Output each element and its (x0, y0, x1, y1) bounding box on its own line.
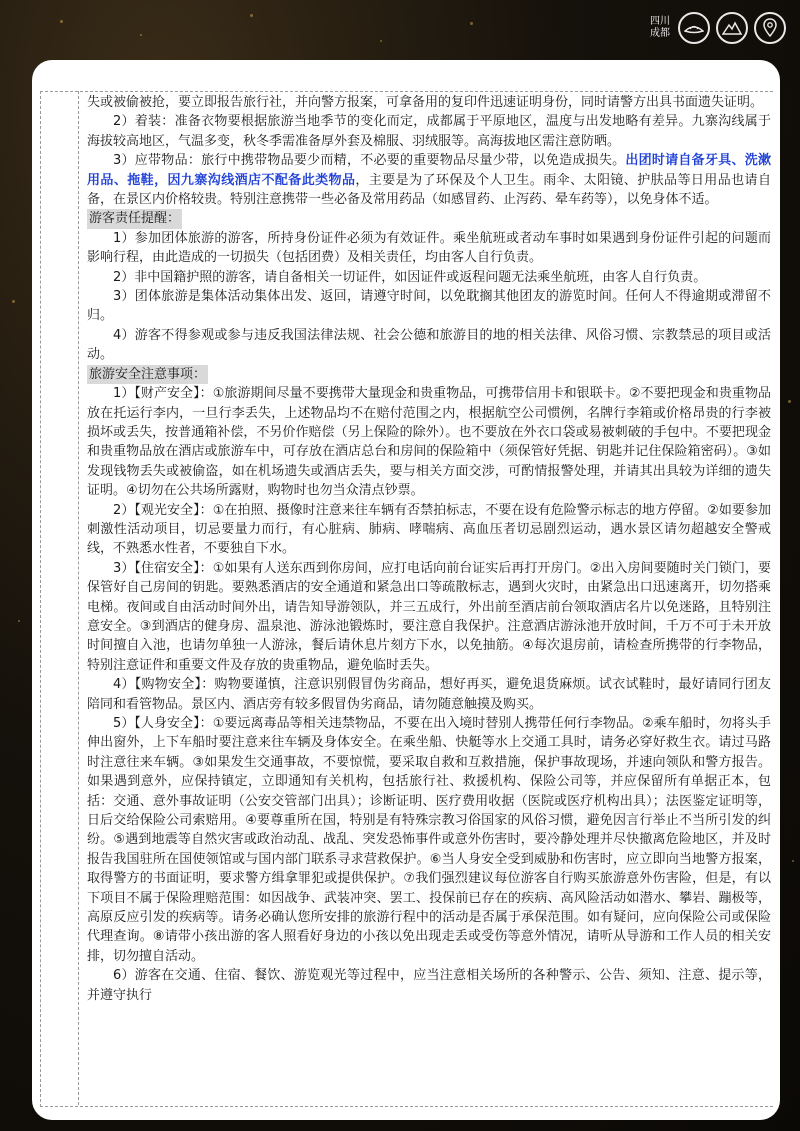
paragraph-lost-documents: 失或被偷被抢，要立即报告旅行社，并向警方报案，可拿备用的复印件迅速证明身份，同时请警方出具书面遗失证明。 (87, 95, 764, 110)
gold-speck (140, 34, 142, 36)
paragraph-clothing: 2）着装：准备衣物要根据旅游当地季节的变化而定，成都属于平原地区，温度与出发地略有差异。九寨沟线属于海拔较高地区，气温多变，秋冬季需准备厚外套及棉服、羽绒服等。高海拔地区需注意防晒。 (87, 114, 771, 149)
gold-speck (792, 860, 794, 862)
safety-item-sightseeing: 2）【观光安全】：①在拍照、摄像时注意来往车辆有否禁拍标志，不要在设有危险警示标志的地方停留。②如要参加刺激性活动项目，切忌要量力而行，有心脏病、肺病、哮喘病、高血压者切忌剧烈运动，遇水景区请勿超越安全警戒线，不熟悉水性者，不要独自下水。 (87, 502, 771, 557)
gold-speck (788, 400, 791, 403)
section-heading-safety (87, 365, 771, 384)
brand-line1: 四川 (650, 16, 670, 27)
responsibility-item-1: 1）参加团体旅游的游客，所持身份证件必须为有效证件。乘坐航班或者动车事时如果遇到身份证件引起的问题而影响行程，由此造成的一切损失（包括团费）及相关责任，均由客人自行负责。 (87, 230, 771, 266)
section-heading-responsibility (87, 209, 771, 228)
items-text-before: 3）应带物品：旅行中携带物品要少而精，不必要的重要物品尽量少带，以免造成损失。 (113, 153, 626, 169)
gold-speck (60, 20, 63, 23)
safety-item-personal: 5）【人身安全】：①要远离毒品等相关违禁物品，不要在出入境时替别人携带任何行李物品。②乘车船时，勿将头手伸出窗外，上下车船时要注意来往车辆及身体安全。在乘坐船、快艇等水上交通工具时，请务必穿好救生衣。请过马路时注意往来车辆。③如果发生交通事故，不要惊慌，要采取自救和互救措施，保护事故现场，并速向领队和警方报告。如果遇到意外，应保持镇定，立即通知有关机构，包括旅行社、救援机构、保险公司等，并应保留所有单据正本，包括：交通、意外事故证明（公安交管部门出具）；诊断证明、医疗费用收据（医院或医疗机构出具）；法医鉴定证明等，日后交给保险公司索赔用。④要尊重所在国，特别是有特殊宗教习俗国家的风俗习惯，避免因言行举止不当所引发的纠纷。⑤遇到地震等自然灾害或政治动乱、战乱、突发恐怖事件或意外伤害时，要冷静处理并尽快撤离危险地区，并及时报告我国驻所在国使领馆或与国内部门联系寻求营救保护。⑥当人身安全受到威胁和伤害时，应立即向当地警方报案，取得警方的书面证明，要求警方缉拿罪犯或提供保护。⑦我们强烈建议每位游客自行购买旅游意外伤害险，但是，有以下项目不属于保险理赔范围：如因战争、武装冲突、罢工、投保前已存在的疾病、高风险活动如潜水、攀岩、蹦极等，高原反应引发的疾病等。请务必确认您所安排的旅游行程中的活动是否属于承保范围。如有疑问，应向保险公司或保险代理查询。⑧请带小孩出游的客人照看好身边的小孩以免出现走丢或受伤等意外情况，请听从导游和工作人员的相关安排，切勿擅自活动。 (87, 716, 771, 964)
items-text-after: ，主要是为了环保及个人卫生。雨伞、太阳镜、护肤品等日用品也请自备，在景区内价格较贵。特别注意携带一些必备及常用药品（如感冒药、止泻药、晕车药等），以免身体不适。 (87, 172, 771, 208)
safety-item-shopping: 4）【购物安全】：购物要谨慎，注意识别假冒伪劣商品，想好再买，避免退货麻烦。试衣试鞋时，最好请同行团友陪同和看管物品。景区内、酒店旁有较多假冒伪劣商品，请勿随意触摸及购买。 (87, 677, 771, 712)
gold-speck (12, 300, 15, 303)
document-card (32, 60, 780, 1120)
gold-speck (380, 40, 382, 42)
gold-speck (250, 14, 253, 17)
heading-safety-label: 旅游安全注意事项： (87, 365, 208, 384)
responsibility-item-3: 3）团体旅游是集体活动集体出发、返回，请遵守时间，以免耽搁其他团友的游览时间。任何人不得逾期或滞留不归。 (87, 289, 771, 324)
brand-line2: 成都 (650, 28, 670, 39)
paragraph-items (87, 151, 771, 209)
location-pin-icon (754, 12, 786, 44)
dashed-column-divider (78, 91, 79, 1105)
safety-item-notices: 6）游客在交通、住宿、餐饮、游览观光等过程中，应当注意相关场所的各种警示、公告、须知、注意、提示等，并遵守执行 (87, 968, 771, 1003)
responsibility-item-2: 2）非中国籍护照的游客，请自备相关一切证件，如因证件或返程问题无法乘坐航班，由客人自行负责。 (113, 269, 707, 285)
safety-item-lodging: 3）【住宿安全】：①如果有人送东西到你房间，应打电话向前台证实后再打开房门。②出入房间要随时关门锁门，要保管好自己房间的钥匙。要熟悉酒店的安全通道和紧急出口等疏散标志，遇到火灾时，由紧急出口迅速离开，切勿搭乘电梯。夜间或自由活动时间外出，请告知导游领队，并三五成行，外出前至酒店前台领取酒店名片以免迷路，且特别注意安全。③到酒店的健身房、温泉池、游泳池锻炼时，要注意自我保护。注意酒店游泳池开放时间，千万不可于未开放时间擅自入池，也请勿单独一人游泳，餐后请休息片刻方下水，以免抽筋。④每次退房前，请检查所携带的行李物品，特别注意证件和重要文件及存放的贵重物品，避免临时丢失。 (87, 560, 771, 673)
items-highlight-text: 出团时请自备牙具、洗漱用品、拖鞋，因九寨沟线酒店不配备此类物品 (87, 153, 771, 188)
brand-label (650, 16, 670, 40)
hat-icon (678, 12, 710, 44)
safety-item-property: 1）【财产安全】：①旅游期间尽量不要携带大量现金和贵重物品，可携带信用卡和银联卡。②不要把现金和贵重物品放在托运行李内，一旦行李丢失，上述物品均不在赔付范围之内，根据航空公司惯例，名牌行李箱或价格昂贵的行李被损坏或丢失，按普通箱补偿，不另价作赔偿（另上保险的除外）。也不要放在外衣口袋或易被刺破的手包中。不要把现金和贵重物品放在酒店或旅游车中，可存放在酒店总台和房间的保险箱中（须保管好凭据、钥匙并记住保险箱密码）。③如发现钱物丢失或被偷盗，如在机场遗失或酒店丢失，要与相关方面交涉，可酌情报警处理，并请其出具较为详细的遗失证明。④切勿在公共场所露财，购物时也勿当众清点钞票。 (87, 386, 771, 499)
gold-speck (470, 22, 473, 25)
heading-responsibility-label: 游客责任提醒： (87, 209, 182, 228)
mountain-icon (716, 12, 748, 44)
gold-speck (18, 620, 20, 622)
responsibility-item-4: 4）游客不得参观或参与违反我国法律法规、社会公德和旅游目的地的相关法律、风俗习惯、宗教禁忌的项目或活动。 (87, 327, 771, 363)
brand-header (650, 12, 786, 44)
document-body (87, 93, 771, 1005)
